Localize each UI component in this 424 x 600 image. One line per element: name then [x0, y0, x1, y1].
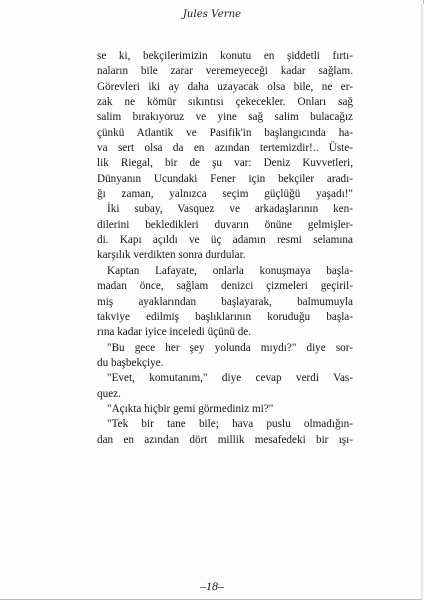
text-line: miş ayaklarından başlayarak, balmumuyla	[97, 295, 353, 308]
text-line: Kaptan Lafayate, onlarla konuşmaya başla-	[107, 264, 353, 277]
text-line: zak ne kömür sıkıntısı çekecekler. Onları sağ	[97, 96, 353, 109]
text-line: Görevleri iki ay daha uzayacak olsa bile, ne er-	[97, 80, 353, 93]
text-line: du başbekçiye.	[97, 356, 164, 369]
text-line: karşılık verdikten sonra durdular.	[97, 249, 246, 262]
text-line: madan önce, sağlam denizci çizmeleri geçiril-	[97, 280, 353, 293]
text-line: İki subay, Vasquez ve arkadaşlarının ken-	[107, 203, 353, 216]
text-line: ğı zaman, yalnızca seçim güçlüğü yaşadı!"	[97, 188, 353, 201]
text-line: rına kadar iyice inceledi üçünü de.	[97, 326, 252, 339]
text-line: dan en azından dört millik mesafedeki bir ışı-	[97, 433, 353, 446]
text-line: dilerini bekledikleri duvarın önüne gelmişler-	[97, 218, 353, 231]
text-line: lik Riegal, bir de şu var: Deniz Kuvvetleri,	[97, 157, 353, 170]
text-line: "Tek bir tane bile; hava puslu olmadığın-	[107, 418, 353, 431]
text-line: Dünyanın Ucundaki Fener için bekçiler aradı-	[97, 172, 353, 185]
text-line: se ki, bekçilerimizin konutu en şiddetli fırtı-	[97, 50, 353, 62]
text-line: "Bu gece her şey yolunda mıydı?" diye sor-	[107, 341, 353, 354]
body-text	[97, 49, 353, 448]
text-line: "Evet, komutanım," diye cevap verdi Vas-	[107, 372, 353, 385]
text-line: quez.	[97, 387, 121, 400]
paragraph	[97, 402, 353, 417]
paragraph	[97, 49, 353, 202]
paragraph	[97, 202, 353, 263]
paragraph	[97, 371, 353, 402]
paragraph	[97, 264, 353, 341]
text-line: di. Kapı açıldı ve üç adamın resmi selamına	[97, 234, 353, 247]
text-line: salim bırakıyoruz ve yine sağ salim bulacağız	[97, 111, 353, 124]
paragraph	[97, 417, 353, 448]
text-line: naların bile zarar veremeyeceği kadar sağlam.	[97, 65, 353, 78]
page-number: –18–	[200, 579, 224, 593]
text-line: "Açıkta hiçbir gemi görmediniz mi?"	[107, 402, 274, 415]
text-line: takviye edilmiş başlıklarının koruduğu başla-	[97, 310, 353, 323]
text-line: va sert olsa da en azından tertemizdir!.. Üste-	[97, 142, 353, 155]
paragraph	[97, 341, 353, 372]
running-head: Jules Verne	[182, 9, 242, 20]
text-line: çünkü Atlantik ve Pasifik'in başlangıcında ha-	[97, 126, 353, 139]
